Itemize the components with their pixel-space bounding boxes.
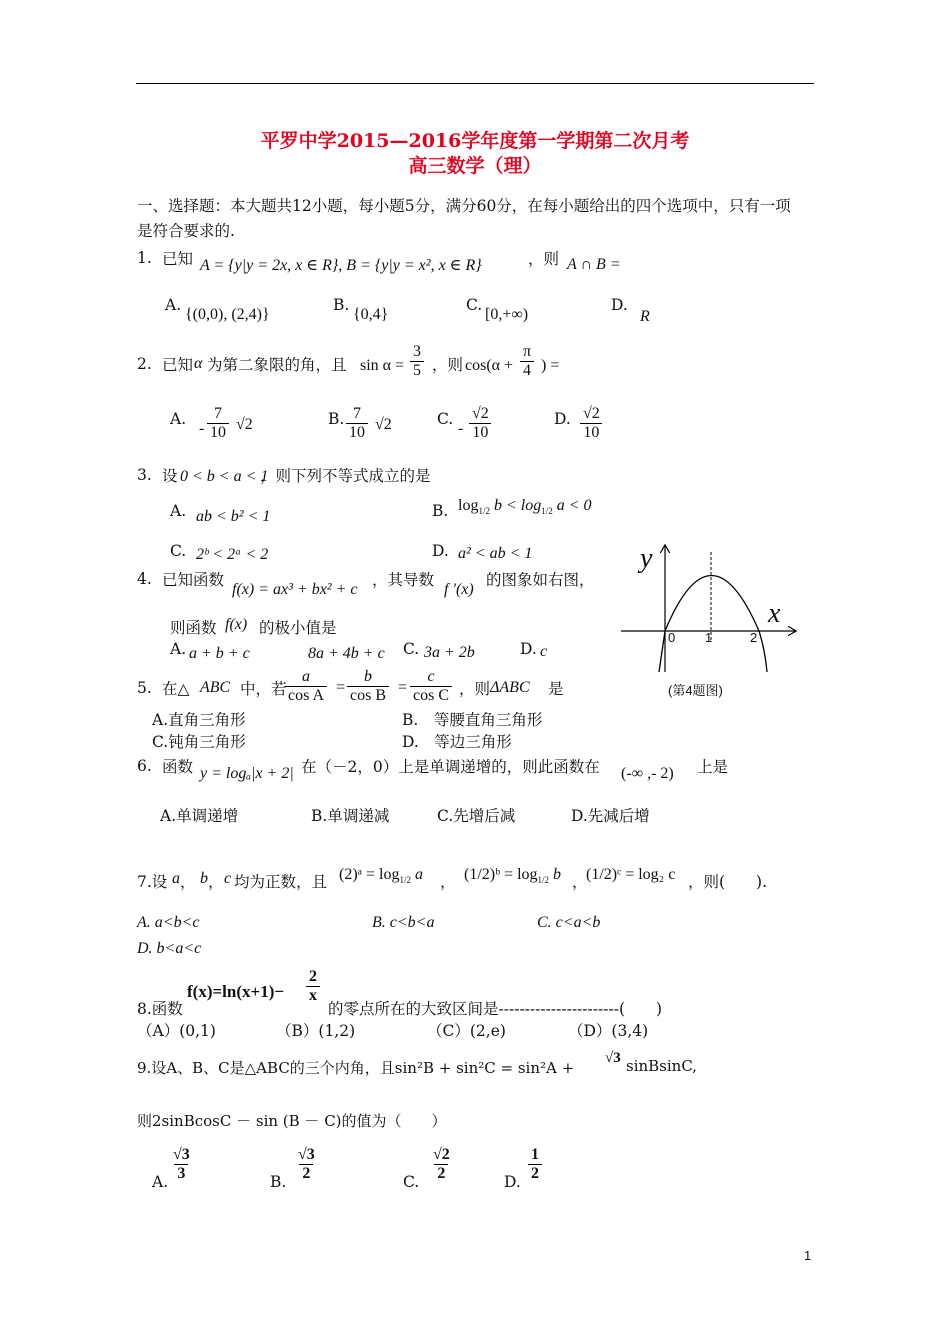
q1-opt-b: {0,4} [353, 306, 389, 323]
q8-opt-c: （C）(2,e) [427, 1022, 506, 1040]
q5-stem-b: 中，若 [240, 680, 287, 698]
q9-opt-c-fraction: $\frac{√2}{2}$ [433, 1146, 450, 1182]
q4-opt-b: 8a + 4b + c [308, 645, 385, 662]
q2-cos: cos(α + [465, 357, 514, 374]
q7-eq2: (1/2)ᵇ = $\log_{1/2} b$ [464, 866, 562, 886]
q8-opt-a: （A）(0,1) [137, 1022, 216, 1040]
q7-sep-1: ， [440, 873, 456, 891]
q4-fx: f(x) [225, 616, 248, 633]
q8-opt-b: （B）(1,2) [276, 1022, 356, 1040]
q4-opt-a: a + b + c [189, 645, 250, 662]
q4-function: f(x) = ax³ + bx² + c [232, 581, 358, 598]
q4-line2-a: 则函数 [170, 619, 217, 637]
q1-opt-a: {(0,0), (2,4)} [185, 306, 270, 323]
q9-opt-d-fraction: $\frac{1}{2}$ [528, 1146, 542, 1183]
q2-opt-d-fraction: $\frac{√2}{10}$ [580, 405, 603, 442]
q7-comma-2: ， [208, 873, 224, 891]
q3-opt-b: $\log_{1/2} b < \log_{1/2} a < 0$ [458, 497, 592, 517]
q6-opt-d: D.先减后增 [571, 807, 650, 825]
q1-opt-c: [0,+∞) [485, 306, 529, 323]
q5-stem-a: 在△ [162, 680, 190, 698]
q2-opt-a-fraction: $\frac{7}{10}$ [207, 405, 229, 442]
q7-eq1: (2)ᵃ = $\log_{1/2} a$ [339, 866, 424, 886]
q7-opt-b: B. c<b<a [372, 914, 435, 931]
q4-opt-c: 3a + 2b [424, 644, 475, 661]
graph-tick-2: 2 [750, 630, 758, 645]
q5-fraction-a: $\frac{a}{\text{cos A}}$ [285, 668, 327, 705]
q2-then: ，则 [432, 356, 464, 374]
q2-opt-d-label: D. [554, 410, 571, 428]
q3-condition: 0 < b < a < 1 [180, 468, 269, 485]
q5-stem-d: 是 [548, 680, 564, 698]
header-rule [136, 83, 814, 84]
q4-stem-c: 的图象如右图， [486, 571, 595, 589]
q3-opt-d-label: D. [432, 542, 449, 560]
q7-opt-d: D. b<a<c [137, 940, 202, 957]
q6-stem-c: 上是 [697, 758, 729, 776]
q5-opt-c: C.钝角三角形 [152, 733, 246, 751]
q7-stem-a: 7.设 [137, 873, 168, 891]
q1-stem: 已知 [162, 250, 194, 268]
q5-opt-b: B. 等腰直角三角形 [402, 711, 543, 729]
q5-fraction-c: $\frac{c}{\text{cos C}}$ [410, 668, 452, 705]
q2-cos-end: ) = [541, 357, 560, 374]
q5-eq1: = [336, 679, 346, 696]
q3-opt-c-label: C. [170, 542, 187, 560]
q2-opt-c-fraction: $\frac{√2}{10}$ [469, 405, 492, 442]
q4-derivative: f ′(x) [444, 581, 474, 598]
q4-number: 4. [137, 570, 152, 588]
q7-opt-a: A. a<b<c [137, 914, 200, 931]
q6-opt-a: A.单调递增 [160, 807, 239, 825]
q7-opt-c: C. c<a<b [537, 914, 601, 931]
q7-sep-2: ， [572, 873, 588, 891]
q9-opt-c-label: C. [403, 1173, 420, 1191]
q3-opt-b-label: B. [432, 502, 449, 520]
q2-opt-a-root: √2 [236, 416, 253, 433]
q1-sets: A = {y|y = 2x, x ∈ R}, B = {y|y = x², x ∈ R} [200, 257, 482, 274]
q9-line1-end: sinBsinC, [626, 1057, 698, 1075]
graph-y-label: y [640, 543, 653, 574]
graph-caption: (第4题图) [668, 683, 723, 698]
q2-stem-b: 为第二象限的角，且 [207, 356, 347, 374]
q8-function: f(x)=ln(x+1)− [187, 982, 285, 1001]
exam-title: 平罗中学2015—2016学年度第一学期第二次月考 [260, 130, 690, 152]
q5-opt-d: D. 等边三角形 [402, 733, 512, 751]
q1-then: ，则 [528, 250, 560, 268]
exam-subtitle: 高三数学（理） [408, 155, 542, 177]
q6-function: y = logₐ|x + 2| [200, 765, 294, 782]
q8-stem-b: 的零点所在的大致区间是-----------------------( ) [328, 1000, 663, 1018]
q4-opt-a-label: A. [170, 640, 187, 658]
q9-opt-d-label: D. [504, 1173, 521, 1191]
q2-sin: sin α = [360, 357, 405, 374]
q1-opt-c-label: C. [466, 296, 483, 314]
q5-abc: ABC [200, 679, 231, 696]
q8-stem-a: 8.函数 [137, 1000, 183, 1018]
q2-opt-a-sign: - [199, 420, 205, 437]
q4-opt-d: c [540, 643, 548, 660]
derivative-curve [659, 576, 767, 673]
q5-triangle: ΔABC [490, 679, 530, 696]
q1-opt-d-label: D. [611, 296, 628, 314]
q3-opt-a-label: A. [170, 502, 187, 520]
q3-stem-a: 设 [162, 467, 178, 485]
q2-stem-a: 已知 [162, 356, 194, 374]
q2-sin-fraction: $\frac{3}{5}$ [410, 343, 424, 380]
q1-number: 1. [137, 249, 152, 267]
page-number: 1 [804, 1248, 812, 1263]
q9-opt-b-fraction: $\frac{√3}{2}$ [298, 1146, 315, 1182]
q2-opt-b-fraction: $\frac{7}{10}$ [346, 405, 368, 442]
q2-opt-c-sign: - [458, 420, 464, 437]
q4-opt-d-label: D. [520, 640, 537, 658]
q5-number: 5. [137, 679, 152, 697]
q9-line2: 则2sinBcosC － sin (B － C)的值为（ ） [137, 1112, 447, 1130]
q2-alpha: α [194, 355, 203, 372]
q5-eq2: = [398, 679, 408, 696]
q3-opt-a: ab < b² < 1 [196, 508, 271, 525]
q5-opt-a: A.直角三角形 [152, 711, 246, 729]
q3-opt-d: a² < ab < 1 [458, 545, 533, 562]
graph-tick-1: 1 [705, 630, 713, 645]
q4-stem-a: 已知函数 [162, 571, 225, 589]
q6-opt-c: C.先增后减 [437, 807, 516, 825]
q2-opt-b-root: √2 [375, 416, 392, 433]
q7-stem-b: 均为正数，且 [234, 873, 328, 891]
q2-number: 2. [137, 355, 152, 373]
q1-ask: A ∩ B = [567, 256, 621, 273]
q6-stem-b: 在（－2，0）上是单调递增的，则此函数在 [301, 758, 600, 776]
q4-opt-c-label: C. [403, 640, 420, 658]
q9-opt-b-label: B. [270, 1173, 287, 1191]
q6-opt-b: B.单调递减 [311, 807, 390, 825]
q2-opt-a-label: A. [170, 410, 187, 428]
q2-cos-fraction: $\frac{\pi}{4}$ [520, 343, 534, 380]
q3-opt-c: 2ᵇ < 2ᵃ < 2 [196, 546, 269, 563]
q6-interval: (-∞ ,- 2) [621, 765, 674, 782]
graph-x-label: x [768, 598, 781, 629]
q8-opt-d: （D）(3,4) [568, 1022, 649, 1040]
q7-var-a: a [172, 870, 180, 887]
q4-stem-b: ，其导数 [372, 571, 435, 589]
section-instructions-line1: 一、选择题：本大题共12小题，每小题5分，满分60分，在每小题给出的四个选项中，只有一项 [137, 197, 791, 215]
q7-stem-c: ，则( ). [688, 873, 768, 891]
q5-stem-c: ，则 [459, 680, 491, 698]
q1-opt-d: R [640, 308, 650, 325]
q2-opt-b-label: B. [328, 410, 345, 428]
q9-opt-a-fraction: $\frac{√3}{3}$ [173, 1146, 190, 1182]
q7-comma-1: ， [180, 873, 196, 891]
q3-stem-b: ，则下列不等式成立的是 [260, 467, 431, 485]
graph-tick-0: 0 [668, 630, 676, 645]
q9-opt-a-label: A. [152, 1173, 169, 1191]
q7-var-c: c [224, 870, 232, 887]
q5-fraction-b: $\frac{b}{\text{cos B}}$ [347, 668, 389, 705]
q4-line2-b: 的极小值是 [259, 619, 337, 637]
q7-eq3: (1/2)ᶜ = log₂ c [586, 866, 676, 883]
q1-opt-b-label: B. [333, 296, 350, 314]
section-instructions-line2: 是符合要求的. [137, 222, 235, 240]
q1-opt-a-label: A. [165, 296, 182, 314]
q9-root3: √3 [605, 1050, 621, 1066]
q9-line1: 9.设A、B、C是△ABC的三个内角，且sin²B + sin²C = sin²A + [137, 1059, 575, 1077]
q7-var-b: b [200, 870, 208, 887]
q2-opt-c-label: C. [437, 410, 454, 428]
q3-number: 3. [137, 466, 152, 484]
q6-number: 6. [137, 757, 152, 775]
q6-stem-a: 函数 [162, 758, 194, 776]
q8-fraction: $\frac{2}{x}$ [306, 968, 320, 1005]
